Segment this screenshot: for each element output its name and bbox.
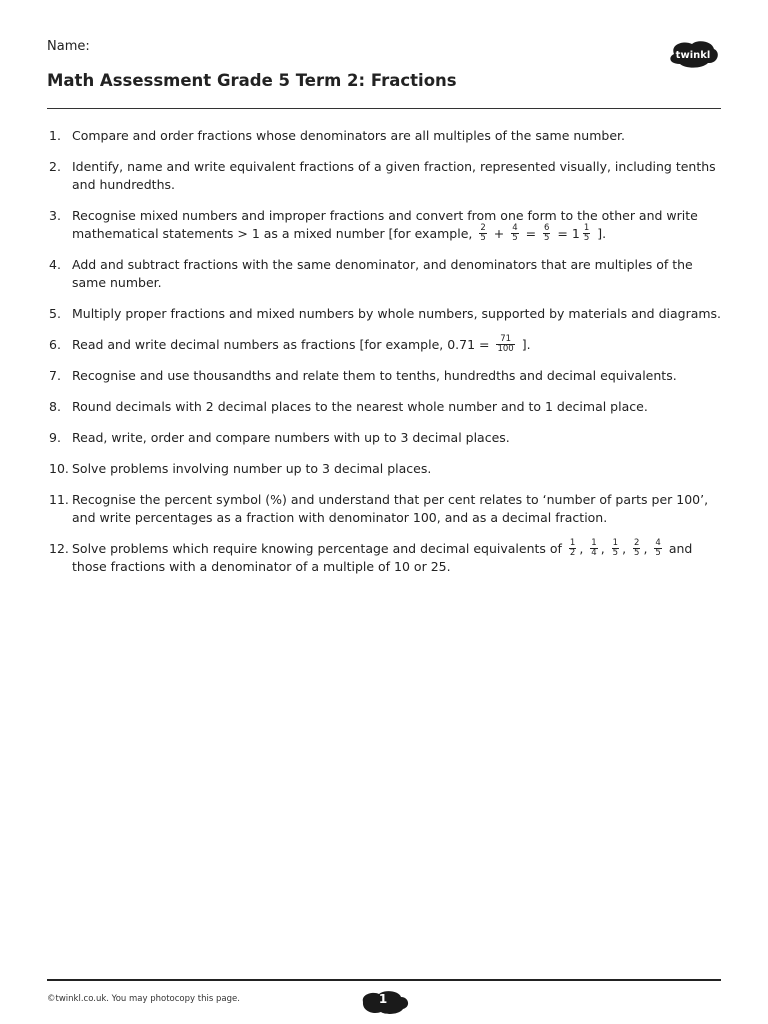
- name-label: Name:: [47, 39, 90, 54]
- objective-item: [47, 367, 727, 385]
- objective-text: +: [489, 226, 509, 241]
- objective-number: 3.: [49, 208, 61, 223]
- objective-text: ].: [517, 337, 531, 352]
- objective-text: ,: [600, 541, 609, 556]
- fraction-numerator: 1: [612, 537, 619, 548]
- twinkl-logo: [666, 38, 720, 70]
- footer-divider: [47, 979, 721, 981]
- fraction: [543, 224, 550, 243]
- objective-number: 5.: [49, 306, 61, 321]
- objective-item: [47, 398, 727, 416]
- fraction: [511, 224, 518, 243]
- objective-text: Solve problems which require knowing percentage and decimal equivalents of: [72, 541, 566, 556]
- objective-text: ,: [579, 541, 588, 556]
- objective-item: [47, 333, 727, 354]
- objective-number: 4.: [49, 257, 61, 272]
- objective-number: 11.: [49, 492, 69, 507]
- objective-item: [47, 158, 727, 194]
- fraction: [496, 335, 514, 354]
- objective-item: [47, 537, 727, 576]
- objective-number: 10.: [49, 461, 69, 476]
- fraction: [479, 224, 486, 243]
- fraction: [654, 539, 661, 558]
- objective-text: = 1: [553, 226, 580, 241]
- fraction-denominator: 5: [634, 547, 640, 558]
- fraction-denominator: 5: [583, 232, 590, 243]
- objective-item: [47, 207, 727, 243]
- objective-text: ].: [593, 226, 607, 241]
- objective-number: 9.: [49, 430, 61, 445]
- objective-number: 7.: [49, 368, 61, 383]
- objective-number: 12.: [49, 541, 69, 556]
- fraction: [583, 224, 590, 243]
- fraction-numerator: 2: [634, 537, 640, 548]
- fraction-denominator: 5: [655, 547, 661, 558]
- objective-item: [47, 127, 727, 145]
- objective-text: Add and subtract fractions with the same denominator, and denominators that are multiples of the same number.: [72, 257, 693, 290]
- objective-number: 6.: [49, 337, 61, 352]
- objective-text: Multiply proper fractions and mixed numbers by whole numbers, supported by materials and diagrams.: [72, 306, 722, 321]
- fraction: [612, 539, 619, 558]
- objective-text: =: [521, 226, 541, 241]
- fraction-numerator: 1: [569, 537, 576, 548]
- objective-item: [47, 256, 727, 292]
- objective-text: Identify, name and write equivalent fractions of a given fraction, represented visually, including tenths and hundredths.: [72, 159, 716, 192]
- fraction: [569, 539, 576, 558]
- objective-text: Recognise mixed numbers and improper fractions and convert from one form to the other and write mathematical statements > 1 as a mixed number [for example,: [72, 208, 698, 241]
- objective-text: and those fractions with a denominator of a multiple of 10 or 25.: [72, 541, 693, 574]
- fraction-numerator: 1: [583, 222, 590, 233]
- objective-text: Read and write decimal numbers as fractions [for example, 0.71 =: [72, 337, 494, 352]
- header-divider: [47, 108, 721, 109]
- objective-item: [47, 491, 727, 527]
- fraction-numerator: 2: [480, 222, 486, 233]
- objective-text: Recognise the percent symbol (%) and understand that per cent relates to ‘number of parts per 100’, and write percentages as a fraction with denominator 100, and as a decimal fraction.: [72, 492, 709, 525]
- fraction-denominator: 5: [512, 232, 518, 243]
- fraction-denominator: 5: [480, 232, 486, 243]
- copyright-notice: ©twinkl.co.uk. You may photocopy this page.: [47, 994, 240, 1004]
- fraction-denominator: 100: [497, 343, 514, 354]
- fraction-numerator: 71: [496, 335, 514, 345]
- objective-text: Recognise and use thousandths and relate them to tenths, hundredths and decimal equivalents.: [72, 368, 677, 383]
- objective-number: 8.: [49, 399, 61, 414]
- objective-number: 2.: [49, 159, 61, 174]
- page-number: 1: [378, 992, 388, 1006]
- objective-item: [47, 429, 727, 447]
- fraction-denominator: 5: [612, 547, 619, 558]
- page-title: Math Assessment Grade 5 Term 2: Fractions: [47, 71, 457, 90]
- objective-text: ,: [622, 541, 631, 556]
- objective-text: Round decimals with 2 decimal places to the nearest whole number and to 1 decimal place.: [72, 399, 648, 414]
- objective-number: 1.: [49, 128, 61, 143]
- fraction-denominator: 2: [569, 547, 576, 558]
- objective-text: Solve problems involving number up to 3 decimal places.: [72, 461, 432, 476]
- objective-text: Read, write, order and compare numbers with up to 3 decimal places.: [72, 430, 510, 445]
- objective-item: [47, 305, 727, 323]
- fraction: [590, 539, 597, 558]
- objectives-list: [47, 127, 727, 589]
- objective-text: ,: [643, 541, 652, 556]
- fraction-numerator: 6: [544, 222, 550, 233]
- fraction-numerator: 1: [591, 537, 597, 548]
- objective-item: [47, 460, 727, 478]
- fraction: [633, 539, 640, 558]
- objective-text: Compare and order fractions whose denominators are all multiples of the same number.: [72, 128, 625, 143]
- logo-text: twinkl: [675, 50, 711, 61]
- fraction-numerator: 4: [512, 222, 518, 233]
- fraction-denominator: 4: [591, 547, 597, 558]
- fraction-denominator: 5: [544, 232, 550, 243]
- fraction-numerator: 4: [655, 537, 661, 548]
